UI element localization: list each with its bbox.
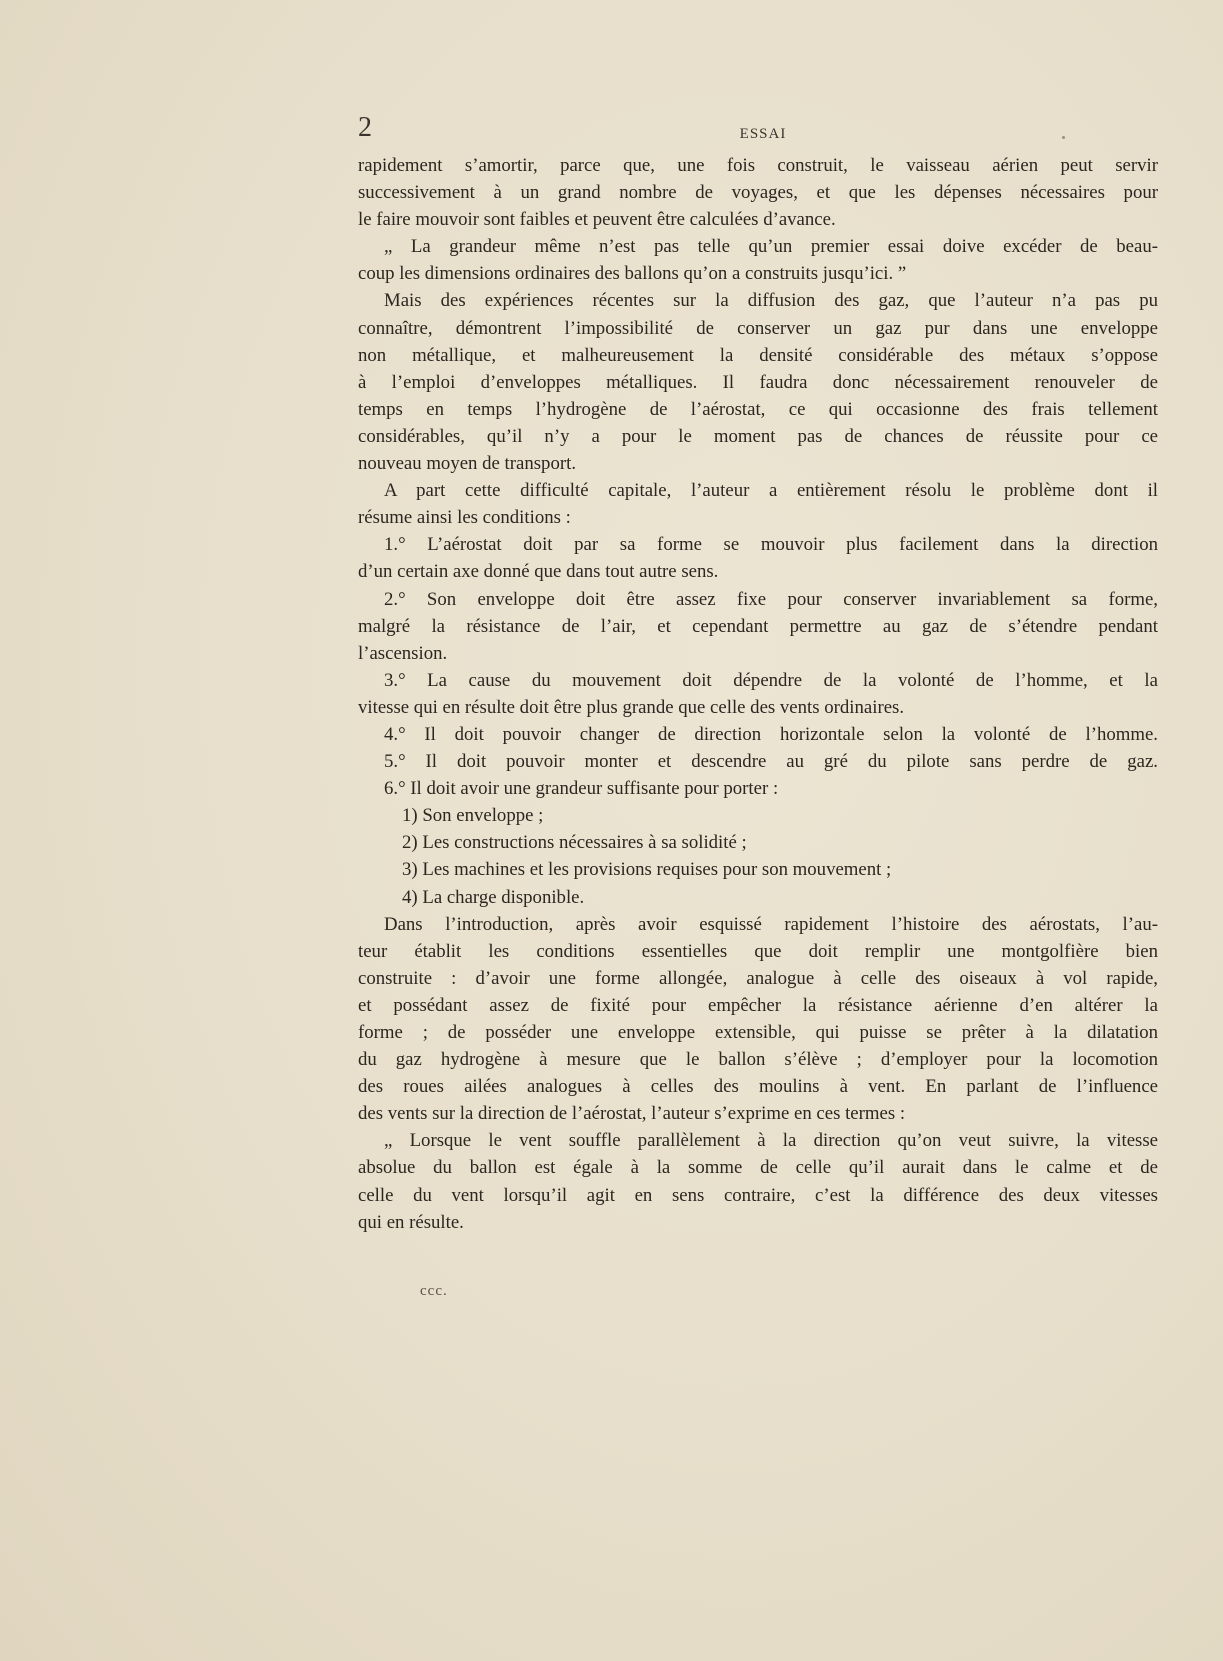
text-line: 3.° La cause du mouvement doit dépendre de la volonté de l’homme, et la [384, 669, 1158, 691]
list-item: 2) Les constructions nécessaires à sa solidité ; [402, 832, 747, 854]
text-line: „ La grandeur même n’est pas telle qu’un premier essai doive excéder de beau- [384, 236, 1158, 258]
text-line: le faire mouvoir sont faibles et peuvent être calculées d’avance. [358, 209, 836, 231]
text-line: des vents sur la direction de l’aérostat, l’auteur s’exprime en ces termes : [358, 1103, 906, 1125]
text-line: 5.° Il doit pouvoir monter et descendre au gré du pilote sans perdre de gaz. [384, 751, 1158, 773]
text-line: des roues ailées analogues à celles des moulins à vent. En parlant de l’influence [358, 1076, 1158, 1098]
text-line: celle du vent lorsqu’il agit en sens contraire, c’est la différence des deux vitesses [358, 1184, 1158, 1206]
page-header [358, 112, 1168, 146]
text-line: absolue du ballon est égale à la somme de celle qu’il aurait dans le calme et de [358, 1157, 1158, 1179]
text-line: 1.° L’aérostat doit par sa forme se mouvoir plus facilement dans la direction [384, 534, 1158, 556]
text-line: coup les dimensions ordinaires des ballons qu’on a construits jusqu’ici. ” [358, 263, 907, 285]
list-item: 4) La charge disponible. [402, 886, 585, 908]
text-line: 2.° Son enveloppe doit être assez fixe pour conserver invariablement sa forme, [384, 588, 1158, 610]
paper-speck [1062, 136, 1065, 139]
text-line: construite : d’avoir une forme allongée, analogue à celle des oiseaux à vol rapide, [358, 967, 1158, 989]
running-title: ESSAI [739, 126, 787, 142]
text-line: l’ascension. [358, 642, 448, 664]
text-line: teur établit les conditions essentielles que doit remplir une montgolfière bien [358, 940, 1158, 962]
page-number: 2 [358, 112, 372, 143]
text-line: „ Lorsque le vent souffle parallèlement à la direction qu’on veut suivre, la vitesse [384, 1130, 1158, 1152]
text-line: d’un certain axe donné que dans tout autre sens. [358, 561, 719, 583]
text-line: 4.° Il doit pouvoir changer de direction horizontale selon la volonté de l’homme. [384, 723, 1158, 745]
text-line: successivement à un grand nombre de voyages, et que les dépenses nécessaires pour [358, 182, 1158, 204]
body-text [358, 152, 1158, 1236]
text-line: du gaz hydrogène à mesure que le ballon s’élève ; d’employer pour la locomotion [358, 1049, 1158, 1071]
text-line: temps en temps l’hydrogène de l’aérostat, ce qui occasionne des frais tellement [358, 398, 1158, 420]
text-line: Dans l’introduction, après avoir esquissé rapidement l’histoire des aérostats, l’au- [384, 913, 1158, 935]
text-line: à l’emploi d’enveloppes métalliques. Il faudra donc nécessairement renouveler de [358, 371, 1158, 393]
text-line: connaître, démontrent l’impossibilité de conserver un gaz pur dans une enveloppe [358, 317, 1158, 339]
text-line: vitesse qui en résulte doit être plus grande que celle des vents ordinaires. [358, 696, 905, 718]
text-line: forme ; de posséder une enveloppe extensible, qui puisse se prêter à la dilatation [358, 1022, 1158, 1043]
text-line: et possédant assez de fixité pour empêcher la résistance aérienne d’en altérer la [358, 994, 1158, 1016]
text-line: qui en résulte. [358, 1211, 464, 1233]
text-line: Mais des expériences récentes sur la diffusion des gaz, que l’auteur n’a pas pu [384, 290, 1158, 312]
text-line: considérables, qu’il n’y a pour le moment pas de chances de réussite pour ce [358, 425, 1158, 447]
list-item: 3) Les machines et les provisions requises pour son mouvement ; [402, 859, 892, 881]
text-line: rapidement s’amortir, parce que, une fois construit, le vaisseau aérien peut servir [358, 155, 1158, 176]
text-line: A part cette difficulté capitale, l’auteur a entièrement résolu le problème dont il [384, 480, 1158, 502]
text-line: malgré la résistance de l’air, et cependant permettre au gaz de s’étendre pendant [358, 615, 1158, 637]
text-line: résume ainsi les conditions : [358, 507, 571, 529]
list-item: 1) Son enveloppe ; [402, 805, 544, 827]
catchword: ccc. [420, 1283, 448, 1299]
text-line: non métallique, et malheureusement la densité considérable des métaux s’oppose [358, 344, 1158, 366]
text-line: 6.° Il doit avoir une grandeur suffisante pour porter : [384, 778, 779, 800]
text-line: nouveau moyen de transport. [358, 453, 577, 475]
